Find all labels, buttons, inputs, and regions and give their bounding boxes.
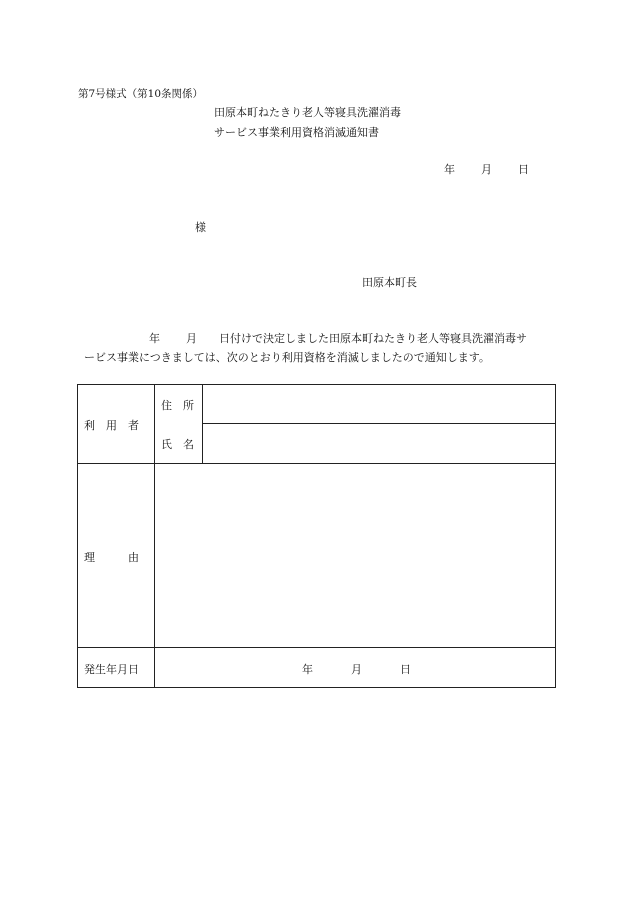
body-year: 年 <box>149 332 160 345</box>
occurrence-day: 日 <box>400 663 411 676</box>
body-text-line1 <box>149 330 527 346</box>
issue-date-month: 月 <box>481 163 492 176</box>
occurrence-month: 月 <box>351 663 362 676</box>
occurrence-date-label: 発生年月日 <box>84 663 139 676</box>
document-title-line2: サービス事業利用資格消滅通知書 <box>214 126 379 139</box>
form-number: 第7号様式（第10条関係） <box>78 88 204 100</box>
address-label: 住 所 <box>161 399 194 412</box>
info-table <box>77 384 556 688</box>
body-text-line2: ービス事業につきましては、次のとおり利用資格を消滅しましたので通知します。 <box>84 351 490 364</box>
body-line1-rest: 日付けで決定しました田原本町ねたきり老人等寝具洗濯消毒サ <box>219 332 527 345</box>
occurrence-year: 年 <box>302 663 313 676</box>
row-divider-reason <box>78 647 555 648</box>
issue-date-year: 年 <box>444 163 455 176</box>
reason-label: 理 由 <box>84 551 139 564</box>
row-divider-address <box>202 423 556 424</box>
sublabel-column-divider <box>202 385 203 463</box>
row-divider-user <box>78 463 555 464</box>
body-month: 月 <box>186 332 197 345</box>
user-label: 利 用 者 <box>84 419 139 432</box>
issue-date-day: 日 <box>518 163 529 176</box>
label-column-divider <box>154 385 155 688</box>
issuer-name: 田原本町長 <box>362 276 417 289</box>
addressee-suffix: 様 <box>195 221 206 234</box>
document-title-line1: 田原本町ねたきり老人等寝具洗濯消毒 <box>214 106 401 119</box>
name-label: 氏 名 <box>161 438 194 451</box>
issue-date <box>444 161 529 177</box>
